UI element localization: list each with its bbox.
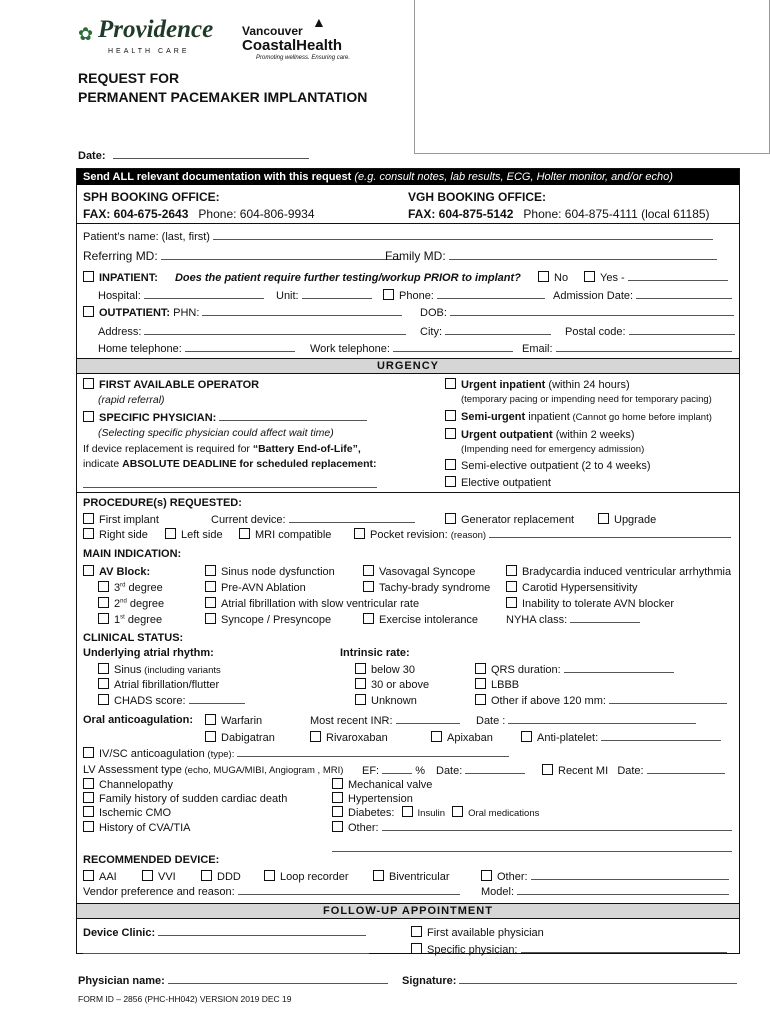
- providence-name: Providence: [98, 16, 214, 43]
- mechanical-valve: Mechanical valve: [332, 778, 432, 791]
- other-120-checkbox[interactable]: [475, 694, 486, 705]
- testing-no: No: [538, 271, 568, 284]
- af-slow: Atrial fibrillation with slow ventricular rate: [205, 597, 419, 610]
- device-other: Other:: [481, 870, 729, 883]
- phone-field: Phone:: [383, 289, 545, 302]
- loop-recorder: Loop recorder: [264, 870, 349, 883]
- vasovagal: Vasovagal Syncope: [363, 565, 475, 578]
- third-degree: 3rd degree: [98, 581, 163, 594]
- mri-compatible: MRI compatible: [239, 528, 331, 541]
- upgrade-checkbox[interactable]: [598, 513, 609, 524]
- diabetes: Diabetes: Insulin Oral medications: [332, 806, 539, 819]
- qrs-duration: QRS duration:: [475, 663, 674, 676]
- recommended-device-header: RECOMMENDED DEVICE:: [83, 854, 220, 866]
- av-block: AV Block:: [83, 565, 150, 578]
- physician-name-field[interactable]: Physician name:: [78, 974, 388, 987]
- af-flutter: Atrial fibrillation/flutter: [98, 678, 219, 691]
- third-degree-checkbox[interactable]: [98, 581, 109, 592]
- vch-line1: Vancouver: [242, 24, 303, 38]
- tachy-brady: Tachy-brady syndrome: [363, 581, 490, 594]
- signature-field[interactable]: Signature:: [402, 974, 737, 987]
- hypertension-checkbox[interactable]: [332, 792, 343, 803]
- specific-physician-checkbox[interactable]: [83, 411, 94, 422]
- left-side: Left side: [165, 528, 223, 541]
- urgency-header: URGENCY: [77, 358, 739, 374]
- inr-field[interactable]: Most recent INR:: [310, 714, 460, 727]
- anti-platelet-checkbox[interactable]: [521, 731, 532, 742]
- postal-code-field[interactable]: Postal code:: [565, 325, 735, 338]
- first-implant-checkbox[interactable]: [83, 513, 94, 524]
- vvi: VVI: [142, 870, 176, 883]
- device-clinic-field[interactable]: Device Clinic:: [83, 926, 366, 939]
- leaf-icon: ✿: [78, 24, 94, 44]
- vendor-preference-field[interactable]: Vendor preference and reason:: [83, 885, 460, 898]
- lbbb: LBBB: [475, 678, 519, 691]
- oral-medications-checkbox[interactable]: [452, 806, 463, 817]
- first-degree-checkbox[interactable]: [98, 613, 109, 624]
- generator-replacement: Generator replacement: [445, 513, 574, 526]
- form-title-1: REQUEST FOR: [78, 70, 180, 86]
- inr-date-field[interactable]: Date :: [476, 714, 696, 727]
- upgrade: Upgrade: [598, 513, 656, 526]
- device-other-checkbox[interactable]: [481, 870, 492, 881]
- second-degree-checkbox[interactable]: [98, 597, 109, 608]
- vasovagal-checkbox[interactable]: [363, 565, 374, 576]
- dabigatran-checkbox[interactable]: [205, 731, 216, 742]
- rapid-referral: (rapid referral): [98, 394, 165, 406]
- pocket-revision-checkbox[interactable]: [354, 528, 365, 539]
- right-side: Right side: [83, 528, 148, 541]
- phone-checkbox[interactable]: [383, 289, 394, 300]
- exercise-checkbox[interactable]: [363, 613, 374, 624]
- right-side-checkbox[interactable]: [83, 528, 94, 539]
- urgent-outpatient-note: (Impending need for emergency admission): [461, 444, 645, 455]
- elective: Elective outpatient: [445, 476, 551, 489]
- testing-yes: Yes -: [584, 271, 728, 284]
- insulin-checkbox[interactable]: [402, 806, 413, 817]
- work-telephone-field[interactable]: Work telephone:: [310, 342, 513, 355]
- lbbb-checkbox[interactable]: [475, 678, 486, 689]
- mechanical-valve-checkbox[interactable]: [332, 778, 343, 789]
- sinus-node-checkbox[interactable]: [205, 565, 216, 576]
- first-available-operator: FIRST AVAILABLE OPERATOR: [83, 378, 259, 391]
- specific-note: (Selecting specific physician could affect wait time): [98, 427, 334, 439]
- inability-avn: Inability to tolerate AVN blocker: [506, 597, 674, 610]
- deadline-field[interactable]: [83, 487, 377, 488]
- form-id: FORM ID – 2856 (PHC-HH042) VERSION 2019 DEC 19: [78, 994, 292, 1004]
- inpatient-row: INPATIENT: Does the patient require further testing/workup PRIOR to implant?: [83, 271, 521, 284]
- specific-physician: SPECIFIC PHYSICIAN:: [83, 411, 367, 424]
- no-checkbox[interactable]: [538, 271, 549, 282]
- sinus-rhythm-checkbox[interactable]: [98, 663, 109, 674]
- pre-avn: Pre-AVN Ablation: [205, 581, 306, 594]
- vgh-title: VGH BOOKING OFFICE:: [408, 190, 546, 204]
- chads-score: CHADS score:: [98, 694, 245, 707]
- av-block-checkbox[interactable]: [83, 565, 94, 576]
- procedure-header: PROCEDURE(s) REQUESTED:: [83, 497, 242, 509]
- first-available-physician: First available physician: [411, 926, 544, 939]
- syncope: Syncope / Presyncope: [205, 613, 331, 626]
- rivaroxaban-checkbox[interactable]: [310, 731, 321, 742]
- ef-field[interactable]: EF: %: [362, 765, 425, 777]
- first-available-physician-checkbox[interactable]: [411, 926, 422, 937]
- admission-date-field[interactable]: Admission Date:: [553, 289, 732, 302]
- dabigatran: Dabigatran: [205, 731, 275, 744]
- 30-or-above: 30 or above: [355, 678, 429, 691]
- second-degree: 2nd degree: [98, 597, 164, 610]
- urgent-inpatient-note: (temporary pacing or impending need for temporary pacing): [461, 394, 712, 405]
- apixaban: Apixaban: [431, 731, 493, 744]
- email-field[interactable]: Email:: [522, 342, 732, 355]
- af-slow-checkbox[interactable]: [205, 597, 216, 608]
- chads-checkbox[interactable]: [98, 694, 109, 705]
- generator-checkbox[interactable]: [445, 513, 456, 524]
- first-available-checkbox[interactable]: [83, 378, 94, 389]
- clinical-status-header: CLINICAL STATUS:: [83, 632, 184, 644]
- semi-elective: Semi-elective outpatient (2 to 4 weeks): [445, 459, 651, 472]
- semi-urgent: Semi-urgent inpatient (Cannot go home before implant): [445, 410, 712, 423]
- pocket-revision: Pocket revision: (reason): [354, 528, 731, 541]
- elective-checkbox[interactable]: [445, 476, 456, 487]
- first-degree: 1st degree: [98, 613, 162, 626]
- nyha-class-field[interactable]: NYHA class:: [506, 613, 640, 626]
- other-condition-checkbox[interactable]: [332, 821, 343, 832]
- battery-note-2: indicate ABSOLUTE DEADLINE for scheduled replacement:: [83, 458, 377, 470]
- specific-physician-followup-checkbox[interactable]: [411, 943, 422, 954]
- referring-md-field[interactable]: Referring MD:: [83, 249, 401, 263]
- follow-up-header: FOLLOW-UP APPOINTMENT: [77, 903, 739, 919]
- urgent-outpatient: Urgent outpatient (within 2 weeks): [445, 428, 635, 441]
- inability-checkbox[interactable]: [506, 597, 517, 608]
- outpatient-row: OUTPATIENT: PHN:: [83, 306, 402, 319]
- vch-line2: CoastalHealth: [242, 37, 343, 54]
- qrs-checkbox[interactable]: [475, 663, 486, 674]
- model-field[interactable]: Model:: [481, 885, 729, 898]
- documentation-banner: Send ALL relevant documentation with this request (e.g. consult notes, lab results, ECG, Holter monitor, and/or echo): [77, 169, 739, 185]
- lv-date-field[interactable]: Date:: [436, 764, 525, 777]
- biventricular-checkbox[interactable]: [373, 870, 384, 881]
- divider: [77, 223, 739, 224]
- below-30: below 30: [355, 663, 415, 676]
- specific-physician-followup: Specific physician:: [411, 943, 727, 956]
- mountain-icon: ▲: [312, 14, 326, 30]
- tachy-brady-checkbox[interactable]: [363, 581, 374, 592]
- oral-anticoagulation-label: Oral anticoagulation:: [83, 714, 194, 726]
- vch-tagline: Promoting wellness. Ensuring care.: [256, 55, 351, 61]
- home-telephone-field[interactable]: Home telephone:: [98, 342, 295, 355]
- apixaban-checkbox[interactable]: [431, 731, 442, 742]
- carotid: Carotid Hypersensitivity: [506, 581, 638, 594]
- providence-sub: HEALTH CARE: [108, 48, 190, 55]
- form-title-2: PERMANENT PACEMAKER IMPLANTATION: [78, 89, 368, 105]
- first-implant: First implant: [83, 513, 159, 526]
- ischemic-cmo: Ischemic CMO: [83, 806, 171, 819]
- urgent-inpatient: Urgent inpatient (within 24 hours): [445, 378, 630, 391]
- carotid-checkbox[interactable]: [506, 581, 517, 592]
- channelopathy: Channelopathy: [83, 778, 173, 791]
- bradycardia-checkbox[interactable]: [506, 565, 517, 576]
- below-30-checkbox[interactable]: [355, 663, 366, 674]
- intrinsic-rate-label: Intrinsic rate:: [340, 647, 410, 659]
- recent-mi-checkbox[interactable]: [542, 764, 553, 775]
- other-condition: Other:: [332, 821, 732, 834]
- sph-contact: FAX: 604-675-2643 Phone: 604-806-9934: [83, 207, 315, 221]
- diabetes-checkbox[interactable]: [332, 806, 343, 817]
- underlying-rhythm-label: Underlying atrial rhythm:: [83, 647, 214, 659]
- loop-recorder-checkbox[interactable]: [264, 870, 275, 881]
- iv-sc-anticoagulation: IV/SC anticoagulation (type):: [83, 747, 509, 760]
- hypertension: Hypertension: [332, 792, 413, 805]
- exercise-intolerance: Exercise intolerance: [363, 613, 478, 626]
- ddd-checkbox[interactable]: [201, 870, 212, 881]
- form-border: [76, 168, 740, 954]
- outpatient-checkbox[interactable]: [83, 306, 94, 317]
- aai-checkbox[interactable]: [83, 870, 94, 881]
- sinus-node: Sinus node dysfunction: [205, 565, 335, 578]
- inpatient-checkbox[interactable]: [83, 271, 94, 282]
- patient-name-field[interactable]: Patient’s name: (last, first): [83, 230, 713, 243]
- anti-platelet: Anti-platelet:: [521, 731, 721, 744]
- urgent-inpatient-checkbox[interactable]: [445, 378, 456, 389]
- battery-note-1: If device replacement is required for “Battery End-of-Life”,: [83, 443, 361, 455]
- other-120: Other if above 120 mm:: [475, 694, 727, 707]
- main-indication-header: MAIN INDICATION:: [83, 548, 182, 560]
- rivaroxaban: Rivaroxaban: [310, 731, 388, 744]
- family-md-field[interactable]: Family MD:: [385, 249, 717, 263]
- ivsc-checkbox[interactable]: [83, 747, 94, 758]
- date-label: Date:: [78, 149, 309, 162]
- city-field[interactable]: City:: [420, 325, 551, 338]
- biventricular: Biventricular: [373, 870, 450, 883]
- device-clinic-line[interactable]: [83, 953, 369, 954]
- sph-title: SPH BOOKING OFFICE:: [83, 190, 220, 204]
- label-box: [414, 0, 770, 154]
- hospital-field[interactable]: Hospital:: [98, 289, 264, 302]
- rate-unknown: Unknown: [355, 694, 417, 707]
- current-device-field[interactable]: Current device:: [211, 513, 415, 526]
- vvi-checkbox[interactable]: [142, 870, 153, 881]
- lv-assessment: LV Assessment type (echo, MUGA/MIBI, Angiogram , MRI): [83, 764, 344, 776]
- 30-above-checkbox[interactable]: [355, 678, 366, 689]
- family-history-scd: Family history of sudden cardiac death: [83, 792, 287, 805]
- date-field[interactable]: [113, 149, 309, 159]
- channelopathy-checkbox[interactable]: [83, 778, 94, 789]
- unit-field[interactable]: Unit:: [276, 289, 372, 302]
- sinus-rhythm: Sinus (including variants: [98, 663, 221, 676]
- ddd: DDD: [201, 870, 241, 883]
- unknown-checkbox[interactable]: [355, 694, 366, 705]
- warfarin-checkbox[interactable]: [205, 714, 216, 725]
- other-condition-line[interactable]: [332, 851, 732, 852]
- bradycardia-arrhythmia: Bradycardia induced ventricular arrhythmia: [506, 565, 731, 578]
- vgh-contact: FAX: 604-875-5142 Phone: 604-875-4111 (local 61185): [408, 207, 710, 221]
- aai: AAI: [83, 870, 117, 883]
- dob-field[interactable]: DOB:: [420, 306, 734, 319]
- recent-mi: Recent MI Date:: [542, 764, 725, 777]
- mri-checkbox[interactable]: [239, 528, 250, 539]
- left-side-checkbox[interactable]: [165, 528, 176, 539]
- cva-checkbox[interactable]: [83, 821, 94, 832]
- urgent-outpatient-checkbox[interactable]: [445, 428, 456, 439]
- warfarin: Warfarin: [205, 714, 262, 727]
- semi-urgent-checkbox[interactable]: [445, 410, 456, 421]
- divider: [77, 492, 739, 493]
- pre-avn-checkbox[interactable]: [205, 581, 216, 592]
- yes-checkbox[interactable]: [584, 271, 595, 282]
- semi-elective-checkbox[interactable]: [445, 459, 456, 470]
- history-cva: History of CVA/TIA: [83, 821, 190, 834]
- address-field[interactable]: Address:: [98, 325, 406, 338]
- af-flutter-checkbox[interactable]: [98, 678, 109, 689]
- ischemic-checkbox[interactable]: [83, 806, 94, 817]
- syncope-checkbox[interactable]: [205, 613, 216, 624]
- family-history-checkbox[interactable]: [83, 792, 94, 803]
